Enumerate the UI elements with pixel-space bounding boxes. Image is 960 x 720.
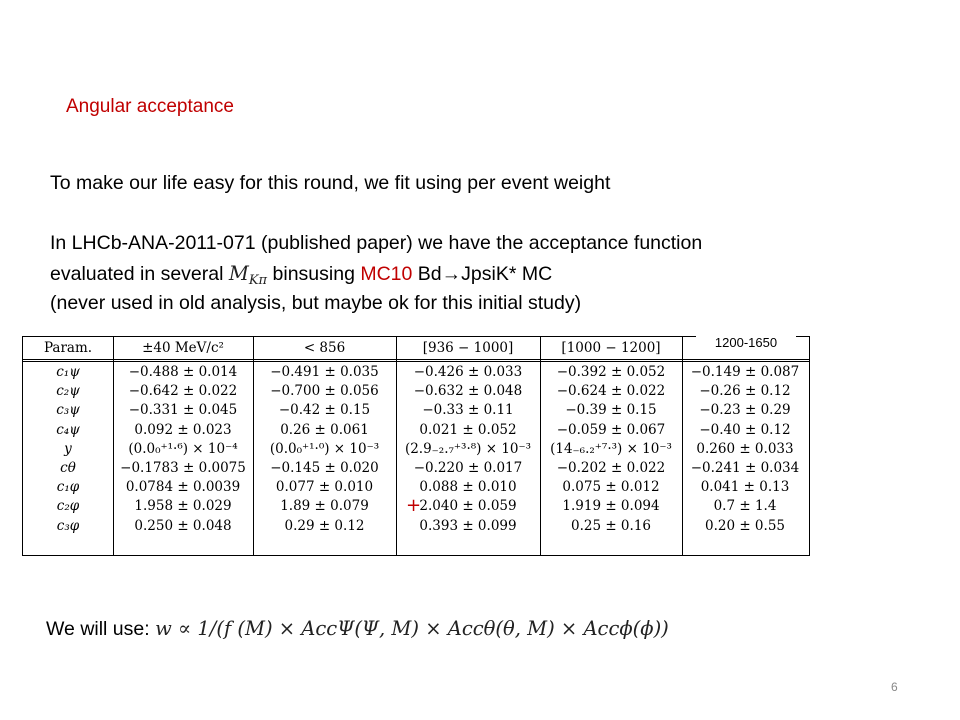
text-line-bins <box>50 262 552 288</box>
arrow-icon: → <box>441 263 462 285</box>
value-cell: 0.088 ± 0.010 <box>419 479 517 496</box>
value-cell: −0.26 ± 0.12 <box>699 383 791 400</box>
page-number: 6 <box>891 680 898 694</box>
value-cell: −0.632 ± 0.048 <box>413 383 523 400</box>
value-cell: 0.092 ± 0.023 <box>134 421 232 438</box>
range-label: 1200-1650 <box>696 331 796 355</box>
value-cell: 0.041 ± 0.13 <box>700 479 790 496</box>
bins-mid: binsusing <box>267 263 361 285</box>
text-line-reference: In LHCb-ANA-2011-071 (published paper) we have the acceptance function <box>50 232 703 254</box>
value-cell: 0.250 ± 0.048 <box>134 517 232 534</box>
bins-pre: evaluated in several <box>50 263 224 285</box>
value-cell: (0.0₀⁺¹·⁶) × 10⁻⁴ <box>128 440 238 457</box>
value-cell: 0.25 ± 0.16 <box>570 517 651 534</box>
param-name-cell: c₂φ <box>56 498 80 515</box>
acceptance-table <box>22 336 810 556</box>
value-cell: 0.26 ± 0.061 <box>280 421 369 438</box>
value-cell: 0.393 ± 0.099 <box>419 517 517 534</box>
value-cell: 0.021 ± 0.052 <box>419 421 517 438</box>
text-line-note: (never used in old analysis, but maybe ok for this initial study) <box>50 292 582 314</box>
slide-title: Angular acceptance <box>66 96 234 117</box>
value-cell: −0.42 ± 0.15 <box>278 402 371 419</box>
mass-symbol: $M_{K\pi}$ <box>228 262 268 288</box>
column-header: Param. <box>43 340 93 356</box>
value-cell: −0.642 ± 0.022 <box>128 383 238 400</box>
value-cell: 0.20 ± 0.55 <box>704 517 785 534</box>
value-cell: −0.331 ± 0.045 <box>128 402 238 419</box>
value-cell: 0.29 ± 0.12 <box>284 517 365 534</box>
value-cell: −0.624 ± 0.022 <box>556 383 666 400</box>
param-name-cell: cθ <box>60 459 76 476</box>
mc10-label: MC10 <box>360 263 413 285</box>
param-name-cell: c₄ψ <box>56 421 80 438</box>
param-name-cell: c₃φ <box>56 517 80 534</box>
param-name-cell: y <box>64 440 72 457</box>
bins-end: JpsiK* MC <box>461 263 553 285</box>
value-cell: −0.491 ± 0.035 <box>270 364 379 380</box>
value-cell: −0.700 ± 0.056 <box>270 383 379 400</box>
value-cell: 1.919 ± 0.094 <box>562 498 660 515</box>
param-name-cell: c₃ψ <box>56 402 80 419</box>
column-header: ±40 MeV/c² <box>142 340 224 356</box>
value-column <box>682 337 808 555</box>
column-header: [936 − 1000] <box>422 340 514 356</box>
formula-line <box>46 617 669 641</box>
value-cell: −0.23 ± 0.29 <box>699 402 791 419</box>
formula-label: We will use: <box>46 618 156 640</box>
value-column <box>253 337 397 555</box>
value-cell: −0.39 ± 0.15 <box>565 402 657 419</box>
value-cell: −0.220 ± 0.017 <box>413 459 523 476</box>
value-cell: 1.89 ± 0.079 <box>280 498 369 515</box>
value-cell: −0.241 ± 0.034 <box>690 459 800 476</box>
value-cell: 0.077 ± 0.010 <box>275 479 374 496</box>
value-cell: −0.426 ± 0.033 <box>413 364 523 380</box>
value-cell: −0.392 ± 0.052 <box>556 364 666 380</box>
value-cell: −0.145 ± 0.020 <box>270 459 379 476</box>
param-name-cell: c₂ψ <box>56 383 80 400</box>
header-rule <box>23 359 809 360</box>
value-cell: 0.260 ± 0.033 <box>696 440 794 457</box>
value-cell: 0.7 ± 1.4 <box>713 498 777 515</box>
value-cell: −0.149 ± 0.087 <box>690 364 800 380</box>
value-cell: −0.40 ± 0.12 <box>699 421 791 438</box>
param-column <box>23 337 114 555</box>
value-cell: −0.059 ± 0.067 <box>556 421 666 438</box>
value-cell: −0.1783 ± 0.0075 <box>120 459 246 476</box>
value-cell: 0.0784 ± 0.0039 <box>125 479 241 496</box>
value-column <box>113 337 254 555</box>
value-cell: −0.488 ± 0.014 <box>128 364 238 380</box>
value-cell: 2.040 ± 0.059 <box>419 498 517 515</box>
column-header: [1000 − 1200] <box>561 340 661 356</box>
value-cell: (2.9₋₂.₇⁺³·⁸) × 10⁻³ <box>404 440 532 457</box>
formula-math: w ∝ 1/(f (M) × AccΨ(Ψ, M) × Accθ(θ, M) × Accϕ(ϕ)) <box>155 617 669 640</box>
param-name-cell: c₁φ <box>56 479 80 496</box>
value-cell: −0.202 ± 0.022 <box>556 459 666 476</box>
value-column <box>396 337 541 555</box>
text-line-weight: To make our life easy for this round, we fit using per event weight <box>50 172 611 194</box>
bins-post: Bd <box>412 263 442 285</box>
column-header: < 856 <box>303 340 346 356</box>
param-name-cell: c₁ψ <box>56 364 80 380</box>
value-column <box>540 337 683 555</box>
value-cell: 1.958 ± 0.029 <box>134 498 232 515</box>
value-cell: (0.0₀⁺¹·⁰) × 10⁻³ <box>269 440 380 457</box>
header-rule <box>23 361 809 362</box>
plus-annotation: + <box>406 495 422 516</box>
value-cell: (14₋₆.₂⁺⁷·³) × 10⁻³ <box>550 440 672 457</box>
value-cell: 0.075 ± 0.012 <box>562 479 660 496</box>
value-cell: −0.33 ± 0.11 <box>422 402 514 419</box>
